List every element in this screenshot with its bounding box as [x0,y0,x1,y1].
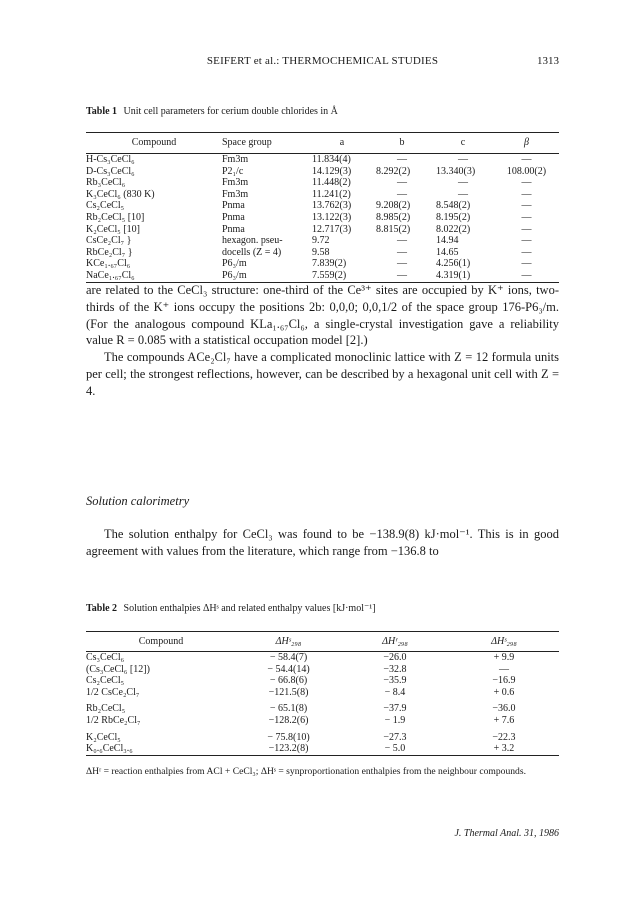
table-cell: 8.985(2) [376,211,411,223]
table-cell: RbCe₂Cl₇ } [86,246,133,258]
table-cell: 8.292(2) [376,165,411,177]
table-cell: 9.58 [312,246,330,258]
table-cell: Cs₂CeCl₅ [86,200,125,212]
section-heading: Solution calorimetry [86,494,190,508]
table-cell: − 5.0 [341,743,449,755]
table-cell: 13.762(3) [312,200,352,212]
table2-footnote: ΔHʳ = reaction enthalpies from ACl + CeCl₃; ΔHˢ = synproportionation enthalpies from the neighbour compounds. [86,766,526,777]
table1 [86,132,559,283]
table-cell: −32.8 [383,663,407,675]
table2-label: Table 2 [86,603,118,614]
table1-caption [86,106,338,117]
table-cell: — [521,200,532,212]
table2-header-cell: Compound [86,632,236,652]
table-cell: 7.559(2) [312,270,372,282]
table-cell: K₂CeCl₅ [10] [86,223,140,235]
table-cell: Pnma [222,223,245,235]
table2-header-cell: ΔHʳ₂₉₈ [341,632,449,652]
table-cell: — [521,246,532,258]
table-cell: −37.9 [383,703,407,715]
table-row [86,200,559,212]
table-row [86,687,559,699]
table-row [86,727,559,744]
table-row [86,715,559,727]
table-cell: Cs₃CeCl₆ [86,652,125,663]
running-header [86,55,559,71]
table-cell: 13.122(3) [312,211,352,223]
table-row [86,212,559,224]
table-cell: K₃CeCl₆ (830 K) [86,188,155,200]
table-cell: — [397,154,407,165]
table-cell: 12.717(3) [312,223,352,235]
table-row [86,166,559,178]
table-cell: −123.2(8) [236,743,341,755]
table-cell: 1/2 CsCe₂Cl₇ [86,686,140,698]
table-row [86,235,559,247]
body-text-upper [86,282,559,400]
table-cell: −36.0 [492,703,516,715]
table-cell: − 8.4 [384,686,406,698]
running-title: SEIFERT et al.: THERMOCHEMICAL STUDIES [206,55,439,67]
table-cell: 4.319(1) [432,270,494,282]
table-cell: Fm3m [222,154,249,165]
table-cell: CsCe₂Cl₇ } [86,235,132,247]
table-cell: − 54.4(14) [267,663,310,675]
table-cell: 11.448(2) [312,177,351,189]
table-cell: (Cs₃CeCl₆ [12]) [86,663,150,675]
table-cell: 8.195(2) [436,211,471,223]
table-cell: — [372,270,432,282]
table-cell: NaCe₁.₆₇Cl₆ [86,270,222,282]
table-cell: Fm3m [222,177,249,189]
table1-body [86,154,559,283]
table1-header-row [86,133,559,154]
table-cell: 9.208(2) [376,200,411,212]
table1-label: Table 1 [86,106,118,117]
table-cell: − 1.9 [384,714,406,726]
table2-body [86,652,559,756]
table-cell: Pnma [222,200,245,212]
table-cell: Fm3m [222,188,249,200]
table1-header-cell: b [372,133,432,154]
table-cell: — [521,154,532,165]
table-cell: Pnma [222,211,245,223]
table-row [86,247,559,259]
table-cell: hexagon. pseu- [222,235,283,247]
table-cell: — [397,188,407,200]
table-cell: — [458,188,468,200]
table-cell: — [521,188,532,200]
table2-header-cell: ΔHˢ₂₉₈ [236,632,341,652]
table-row [86,743,559,755]
table-cell: Rb₃CeCl₆ [86,177,126,189]
table-cell: Rb₂CeCl₅ [86,703,126,715]
table-cell: + 7.6 [493,714,515,726]
table-cell: P6₃/m [222,258,247,270]
table-cell: K₂CeCl₅ [86,731,121,743]
table-cell: Rb₂CeCl₅ [10] [86,211,145,223]
table-cell: + 3.2 [449,743,559,755]
table-cell: 14.94 [436,235,459,247]
table1-header-cell: Compound [86,133,222,154]
table-cell: 108.00(2) [506,165,547,177]
table2-caption-text: Solution enthalpies ΔHˢ and related enthalpy values [kJ·mol⁻¹] [123,603,376,614]
table-cell: 11.241(2) [312,188,351,200]
table-cell: −27.3 [383,731,407,743]
table-cell: docells (Z = 4) [222,246,282,258]
table-cell: D-Cs₃CeCl₆ [86,165,135,177]
table-cell: KCe₁.₆₇Cl₆ [86,258,131,270]
table-row [86,675,559,687]
table-cell: P2₁/c [222,165,244,177]
table-cell: — [521,235,532,247]
table-cell: 4.256(1) [436,258,471,270]
table-cell: — [521,258,532,270]
table-cell: — [397,246,407,258]
table-cell: + 0.6 [493,686,515,698]
table-cell: 11.834(4) [312,154,351,165]
table-cell: — [397,235,407,247]
paragraph: The solution enthalpy for CeCl₃ was found to be −138.9(8) kJ·mol⁻¹. This is in good agreement with values from the literature, which range from −136.8 to [86,527,559,558]
table-cell: K₀.₆CeCl₃.₆ [86,743,236,755]
table-row [86,154,559,166]
table-cell: 1/2 RbCe₂Cl₇ [86,714,141,726]
table-row [86,258,559,270]
table-cell: −121.5(8) [268,686,309,698]
table-cell: — [521,223,532,235]
table2-header-cell: ΔHˢ₂₉₈ [449,632,559,652]
paragraph: are related to the CeCl₃ structure: one-third of the Ce³⁺ sites are occupied by K⁺ ions, two-thirds of the K⁺ ions occupy the positions 2b: 0,0,0; 0,0,1/2 of the space group 176-P6₃/m. (For the analogous compound KLa₁.₆₇Cl₆, a single-crystal investigation gave a reliability value R = 0.085 with a statistical occupation model [2].) [86,283,559,348]
table-cell: P6₃/m [222,270,312,282]
table1-header-cell: c [432,133,494,154]
table-cell: 14.129(3) [312,165,352,177]
table-cell: — [499,663,509,675]
body-text-lower [86,526,559,560]
table-cell: −22.3 [492,731,516,743]
table-row [86,270,559,282]
table2 [86,631,559,756]
table-cell: 9.72 [312,235,330,247]
table-cell: — [521,177,532,189]
table-cell: 8.548(2) [436,200,471,212]
paragraph: The compounds ACe₂Cl₇ have a complicated monoclinic lattice with Z = 12 formula units per cell; the strongest reflections, however, can be described by a hexagonal unit cell with Z = 4. [86,350,559,398]
table-row [86,189,559,201]
table1-header-cell: a [312,133,372,154]
table1-header-cell: β [494,133,559,154]
table-cell: −35.9 [383,675,407,687]
table-cell: − 58.4(7) [269,652,308,663]
table-cell: 7.839(2) [312,258,347,270]
page-number: 1313 [537,55,559,67]
table2-header-row [86,632,559,652]
table-cell: 13.340(3) [436,165,476,177]
table-row [86,177,559,189]
table-row [86,698,559,715]
table-row [86,664,559,676]
table-cell: + 9.9 [493,652,515,663]
table-cell: — [521,211,532,223]
table-cell: — [458,154,468,165]
table2-caption [86,603,376,614]
table-cell: — [397,258,407,270]
table-cell: 8.022(2) [436,223,471,235]
table-cell: −26.0 [383,652,407,663]
table1-caption-text: Unit cell parameters for cerium double chlorides in Å [123,106,338,117]
table-cell: −16.9 [492,675,516,687]
table-cell: − 75.8(10) [267,731,310,743]
table-cell: − 65.1(8) [269,703,308,715]
table-row [86,224,559,236]
table1-header-cell: Space group [222,133,312,154]
table-cell: −128.2(6) [268,714,309,726]
journal-reference: J. Thermal Anal. 31, 1986 [454,828,559,839]
table-cell: Cs₂CeCl₅ [86,675,125,687]
table-cell: 8.815(2) [376,223,411,235]
table-cell: 14.65 [436,246,459,258]
table-cell: − 66.8(6) [269,675,308,687]
table-cell: — [458,177,468,189]
table-row [86,652,559,664]
table-cell: H-Cs₃CeCl₆ [86,154,135,165]
table-cell: — [494,270,559,282]
table-cell: — [397,177,407,189]
